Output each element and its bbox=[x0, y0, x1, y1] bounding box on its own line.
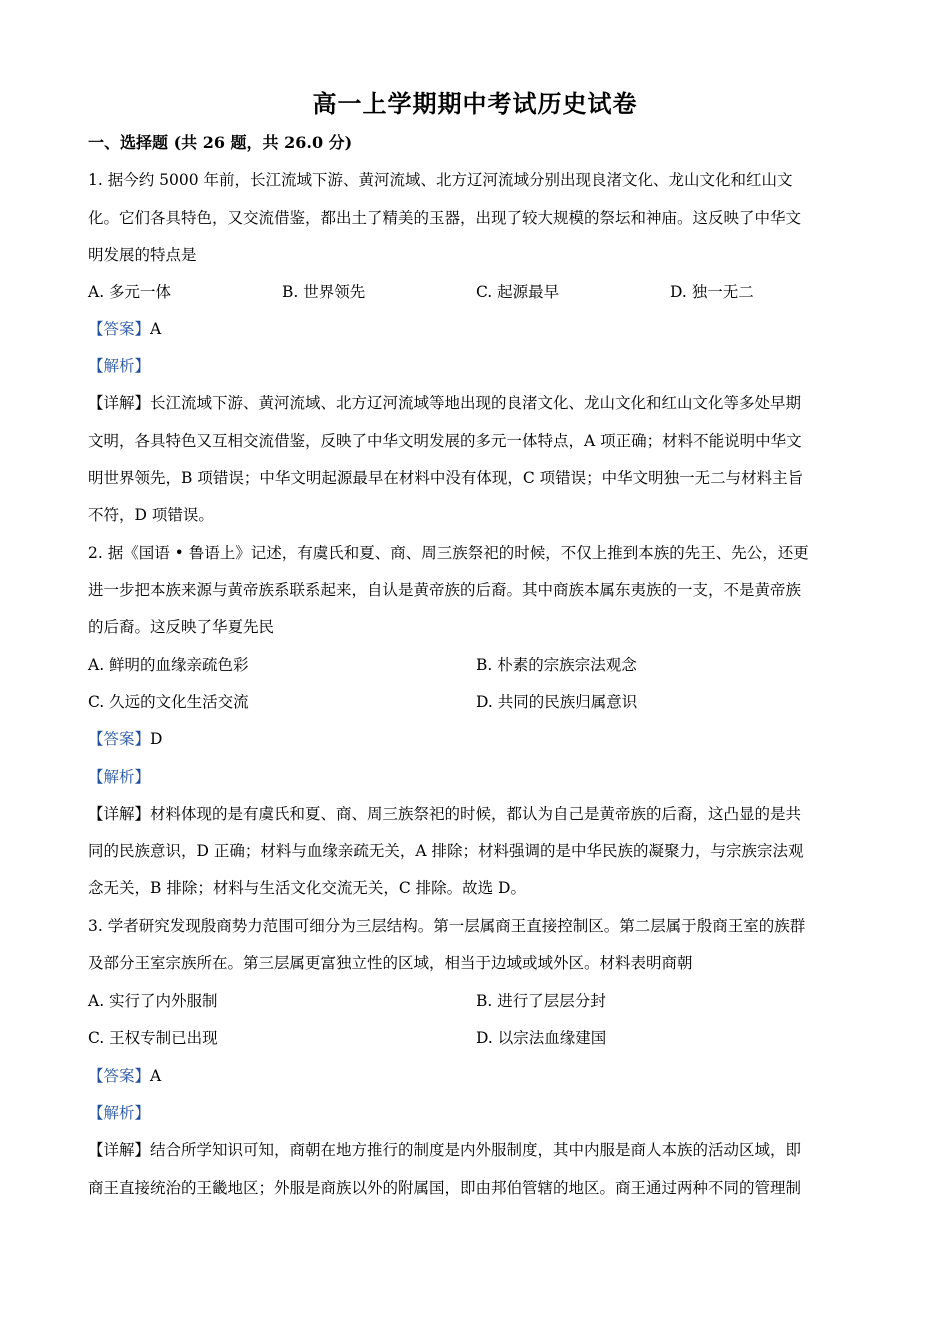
q1-detail-line-4: 不符，D 项错误。 bbox=[88, 506, 214, 524]
q1-analysis-label: 【解析】 bbox=[88, 357, 151, 375]
answer-label: 【答案】 bbox=[88, 320, 151, 338]
q3-detail-line-1: 【详解】结合所学知识可知，商朝在地方推行的制度是内外服制度，其中内服是商人本族的活动区域，即 bbox=[88, 1141, 802, 1159]
detail-label: 【详解】 bbox=[88, 394, 151, 412]
q3-option-a: A. 实行了内外服制 bbox=[88, 992, 218, 1010]
q1-detail-line-2: 文明，各具特色又互相交流借鉴，反映了中华文明发展的多元一体特点，A 项正确；材料不能说明中华文 bbox=[88, 432, 802, 450]
q1-option-c: C. 起源最早 bbox=[476, 283, 560, 301]
q3-answer: 【答案】A bbox=[88, 1067, 162, 1085]
q1-detail-line-1: 【详解】长江流域下游、黄河流域、北方辽河流域等地出现的良渚文化、龙山文化和红山文化等多处早期 bbox=[88, 394, 802, 412]
q1-stem-line-1: 1. 据今约 5000 年前，长江流域下游、黄河流域、北方辽河流域分别出现良渚文化、龙山文化和红山文 bbox=[88, 171, 793, 189]
q2-option-b: B. 朴素的宗族宗法观念 bbox=[476, 656, 637, 674]
q2-option-c: C. 久远的文化生活交流 bbox=[88, 693, 249, 711]
q1-stem-line-2: 化。它们各具特色，又交流借鉴，都出土了精美的玉器，出现了较大规模的祭坛和神庙。这反映了中华文 bbox=[88, 209, 802, 227]
q2-stem-line-3: 的后裔。这反映了华夏先民 bbox=[88, 618, 275, 636]
q1-answer-value: A bbox=[150, 320, 162, 338]
q2-option-d: D. 共同的民族归属意识 bbox=[476, 693, 638, 711]
section-heading: 一、选择题 (共 26 题，共 26.0 分) bbox=[88, 133, 353, 152]
q2-option-a: A. 鲜明的血缘亲疏色彩 bbox=[88, 656, 249, 674]
q3-stem-line-2: 及部分王室宗族所在。第三层属更富独立性的区域，相当于边域或域外区。材料表明商朝 bbox=[88, 954, 693, 972]
q3-detail-line-2: 商王直接统治的王畿地区；外服是商族以外的附属国，即由邦伯管辖的地区。商王通过两种不同的管理制 bbox=[88, 1179, 802, 1197]
q2-detail-line-1: 【详解】材料体现的是有虞氏和夏、商、周三族祭祀的时候，都认为自己是黄帝族的后裔，这凸显的是共 bbox=[88, 805, 802, 823]
q3-answer-value: A bbox=[150, 1067, 162, 1085]
q3-analysis-label: 【解析】 bbox=[88, 1104, 151, 1122]
q3-option-d: D. 以宗法血缘建国 bbox=[476, 1029, 607, 1047]
q1-stem-line-3: 明发展的特点是 bbox=[88, 246, 197, 264]
q1-answer bbox=[88, 319, 864, 339]
q2-detail-line-2: 同的民族意识，D 正确；材料与血缘亲疏无关，A 排除；材料强调的是中华民族的凝聚力，与宗族宗法观 bbox=[88, 842, 804, 860]
q2-analysis-label: 【解析】 bbox=[88, 768, 151, 786]
q1-detail-line-3: 明世界领先，B 项错误；中华文明起源最早在材料中没有体现，C 项错误；中华文明独一无二与材料主旨 bbox=[88, 469, 804, 487]
q2-stem-line-1: 2. 据《国语 • 鲁语上》记述，有虞氏和夏、商、周三族祭祀的时候，不仅上推到本族的先王、先公，还更 bbox=[88, 544, 809, 562]
q3-option-b: B. 进行了层层分封 bbox=[476, 992, 606, 1010]
q2-detail-line-3: 念无关，B 排除；材料与生活文化交流无关，C 排除。故选 D。 bbox=[88, 879, 526, 897]
q1-option-a: A. 多元一体 bbox=[88, 283, 172, 301]
q3-option-c: C. 王权专制已出现 bbox=[88, 1029, 218, 1047]
q2-stem-line-2: 进一步把本族来源与黄帝族系联系起来，自认是黄帝族的后裔。其中商族本属东夷族的一支，不是黄帝族 bbox=[88, 581, 802, 599]
q1-option-b: B. 世界领先 bbox=[282, 283, 366, 301]
q1-option-d: D. 独一无二 bbox=[670, 283, 754, 301]
q2-answer-value: D bbox=[150, 730, 163, 748]
q2-answer: 【答案】D bbox=[88, 730, 163, 748]
q3-stem-line-1: 3. 学者研究发现殷商势力范围可细分为三层结构。第一层属商王直接控制区。第二层属于殷商王室的族群 bbox=[88, 917, 806, 935]
page-title: 高一上学期期中考试历史试卷 bbox=[312, 89, 638, 118]
